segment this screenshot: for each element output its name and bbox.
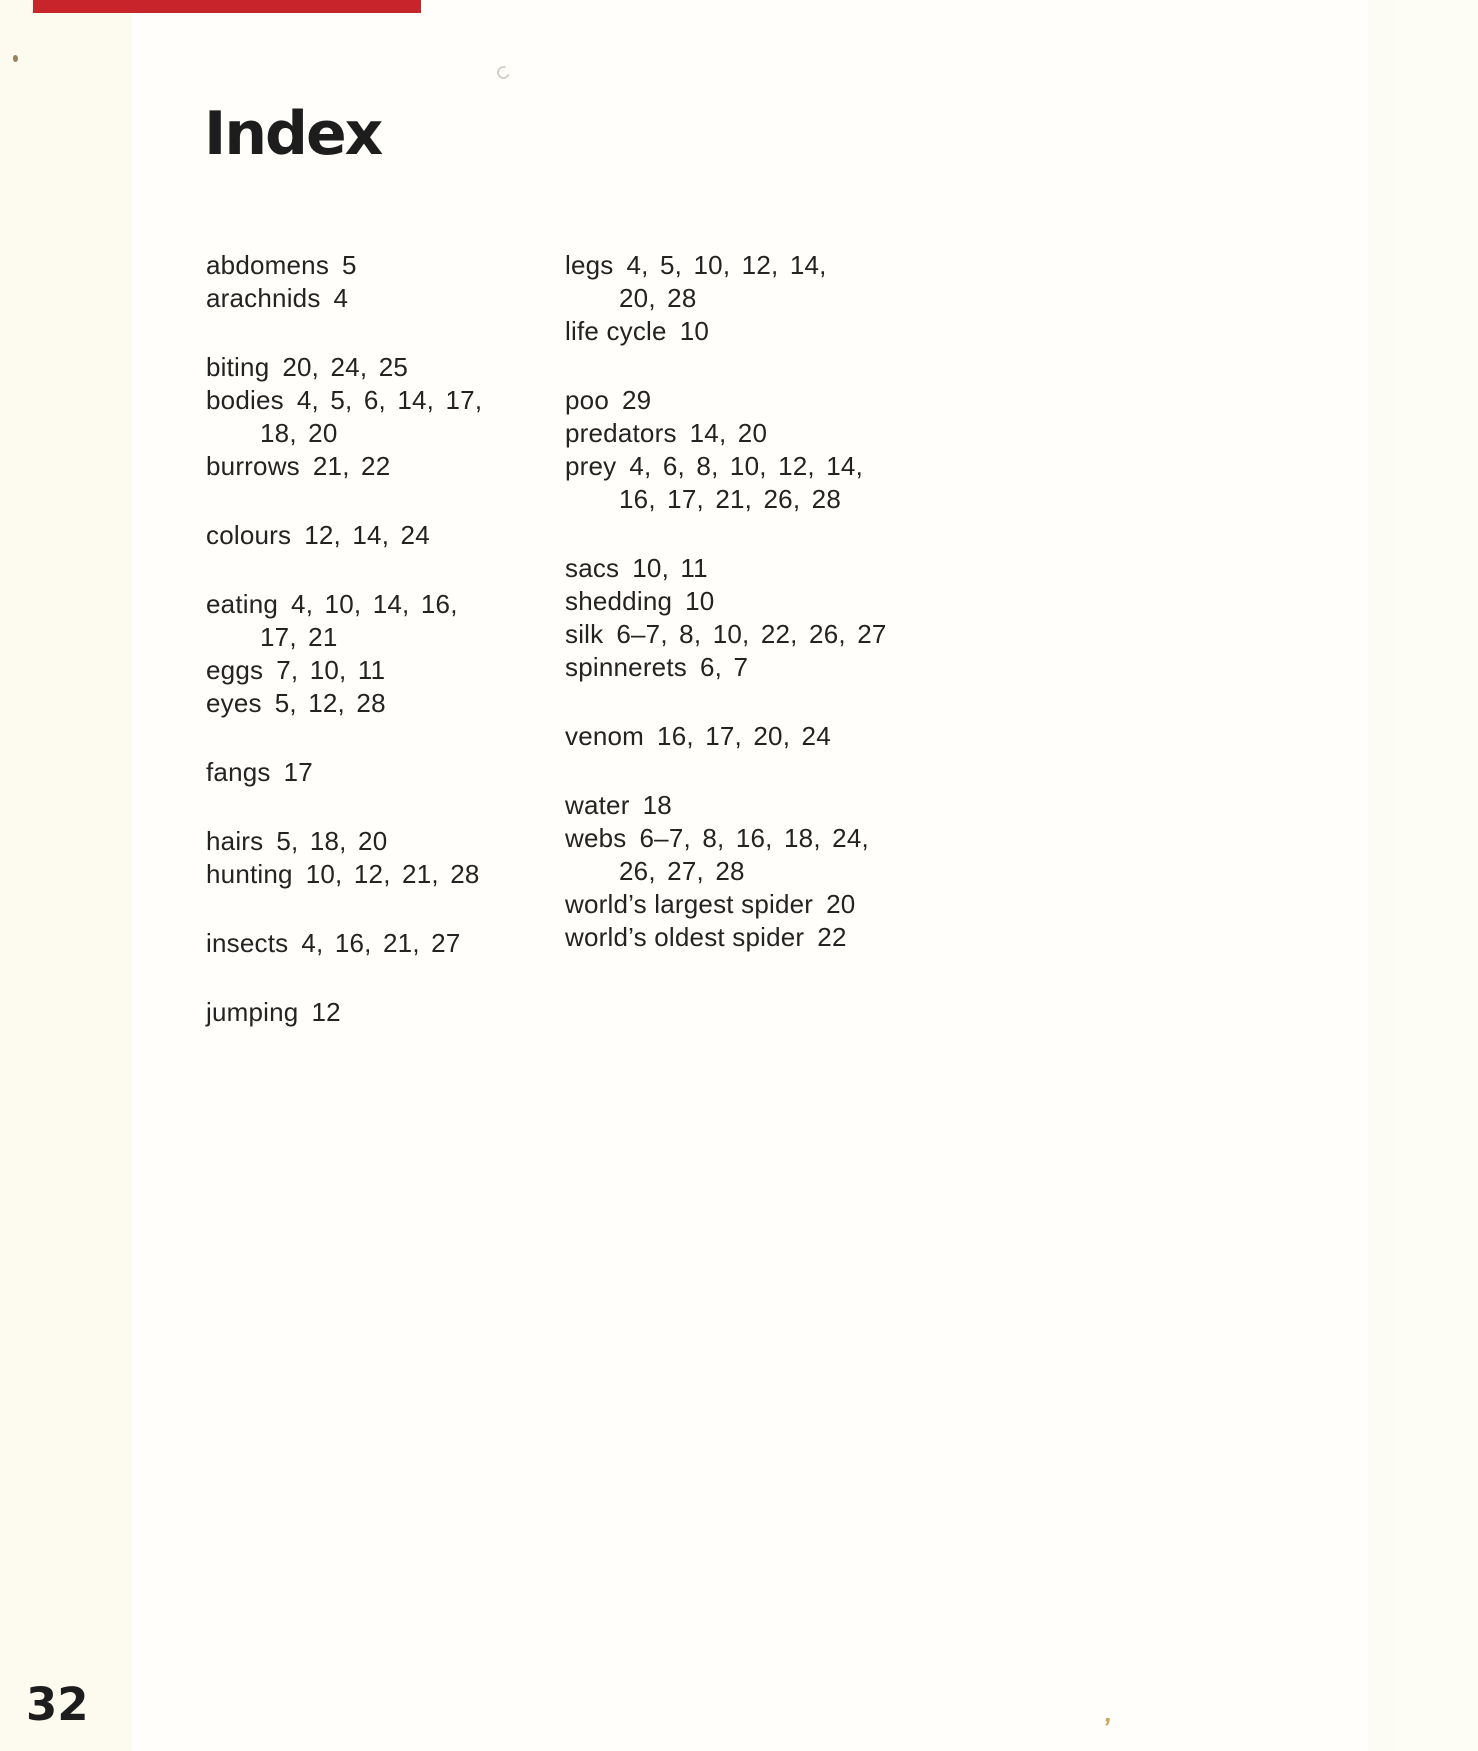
index-column-left [206, 249, 546, 1065]
index-term: biting [206, 352, 270, 382]
index-term: abdomens [206, 250, 330, 280]
index-term: eyes [206, 688, 262, 718]
index-entry [565, 789, 985, 822]
index-group [206, 996, 546, 1029]
index-entry [565, 921, 985, 954]
index-term: bodies [206, 385, 284, 415]
index-page-numbers: 29 [621, 385, 652, 415]
index-page-numbers: 18 [642, 790, 672, 820]
index-group [565, 720, 985, 753]
index-page-numbers: 5 [342, 250, 357, 280]
index-term: insects [206, 928, 289, 958]
index-entry [565, 450, 985, 483]
index-entry [206, 858, 546, 891]
index-group [565, 552, 985, 684]
index-group [565, 249, 985, 348]
index-page-numbers-continuation: 16, 17, 21, 26, 28 [619, 484, 841, 514]
index-entry [565, 585, 985, 618]
index-entry [206, 249, 546, 282]
index-entry [565, 249, 985, 282]
index-term: water [565, 790, 630, 820]
index-group [206, 249, 546, 315]
index-group [206, 756, 546, 789]
index-entry [206, 351, 546, 384]
index-page-numbers: 6–7, 8, 10, 22, 26, 27 [616, 619, 887, 649]
index-page-numbers: 14, 20 [689, 418, 768, 448]
index-term: life cycle [565, 316, 667, 346]
index-page-numbers: 6–7, 8, 16, 18, 24, [639, 823, 869, 853]
index-group [565, 384, 985, 516]
index-term: prey [565, 451, 617, 481]
index-page-numbers: 4, 6, 8, 10, 12, 14, [629, 451, 863, 481]
index-entry [565, 552, 985, 585]
index-page-numbers-continuation: 26, 27, 28 [619, 856, 745, 886]
index-page-numbers: 22 [817, 922, 847, 952]
index-term: eating [206, 589, 279, 619]
index-page-numbers: 10 [679, 316, 710, 346]
index-page-numbers: 4, 5, 10, 12, 14, [626, 250, 827, 280]
index-entry [206, 450, 546, 483]
index-entry [206, 825, 546, 858]
index-term: poo [565, 385, 609, 415]
index-page-numbers: 6, 7 [699, 652, 749, 682]
index-term: burrows [206, 451, 300, 481]
index-page-numbers: 5, 12, 28 [274, 688, 386, 718]
index-page-numbers: 12 [311, 997, 341, 1027]
index-entry [206, 927, 546, 960]
index-term: arachnids [206, 283, 321, 313]
index-page-numbers: 10, 11 [632, 553, 708, 583]
index-page-numbers: 12, 14, 24 [304, 520, 430, 550]
index-term: legs [565, 250, 614, 280]
index-term: colours [206, 520, 292, 550]
index-term: webs [565, 823, 627, 853]
index-group [206, 519, 546, 552]
index-page-numbers: 10, 12, 21, 28 [305, 859, 480, 889]
index-entry [565, 651, 985, 684]
index-page-numbers: 20 [826, 889, 856, 919]
index-entry [206, 519, 546, 552]
index-entry [565, 888, 985, 921]
index-page-numbers-continuation: 18, 20 [260, 418, 338, 448]
index-page-numbers: 17 [283, 757, 313, 787]
index-entry [206, 687, 546, 720]
index-page-numbers: 10 [685, 586, 715, 616]
index-entry [565, 315, 985, 348]
index-term: world’s largest spider [565, 889, 814, 919]
index-page-numbers: 21, 22 [312, 451, 391, 481]
index-term: predators [565, 418, 677, 448]
index-term: eggs [206, 655, 264, 685]
index-page-numbers-continuation: 17, 21 [260, 622, 338, 652]
scan-speck-dot [13, 55, 18, 62]
index-term: venom [565, 721, 645, 751]
index-entry [565, 417, 985, 450]
index-page-numbers: 4, 10, 14, 16, [291, 589, 458, 619]
index-term: fangs [206, 757, 271, 787]
index-group [565, 789, 985, 954]
index-group [206, 588, 546, 720]
scan-speck-mark [495, 64, 512, 81]
index-entry [206, 384, 546, 417]
index-group [206, 927, 546, 960]
index-term: jumping [206, 997, 299, 1027]
paper-texture-left [0, 0, 132, 1751]
index-term: silk [565, 619, 604, 649]
index-entry [565, 720, 985, 753]
index-page-numbers: 16, 17, 20, 24 [657, 721, 831, 751]
index-term: sacs [565, 553, 620, 583]
index-term: world’s oldest spider [565, 922, 805, 952]
index-entry [206, 282, 546, 315]
index-page-numbers: 4, 16, 21, 27 [301, 928, 461, 958]
index-entry [565, 384, 985, 417]
scan-speck-squiggle: ’ [1101, 1711, 1113, 1743]
index-entry [206, 654, 546, 687]
page-number: 32 [26, 1678, 89, 1731]
index-page-numbers: 4 [333, 283, 349, 313]
index-entry [206, 756, 546, 789]
index-term: hairs [206, 826, 264, 856]
index-page-numbers: 5, 18, 20 [276, 826, 388, 856]
accent-bar [33, 0, 421, 13]
index-entry [565, 618, 985, 651]
index-entry [206, 996, 546, 1029]
index-group [206, 825, 546, 891]
index-page-numbers: 7, 10, 11 [276, 655, 386, 685]
index-page-numbers-continuation: 20, 28 [619, 283, 697, 313]
paper-texture-right [1368, 0, 1478, 1751]
index-group [206, 351, 546, 483]
index-page-numbers: 20, 24, 25 [282, 352, 409, 382]
page-title: Index [204, 99, 382, 169]
index-column-right [565, 249, 985, 990]
index-entry [206, 588, 546, 621]
index-term: hunting [206, 859, 293, 889]
index-term: spinnerets [565, 652, 687, 682]
index-page-numbers: 4, 5, 6, 14, 17, [296, 385, 483, 415]
index-term: shedding [565, 586, 673, 616]
index-entry [565, 822, 985, 855]
